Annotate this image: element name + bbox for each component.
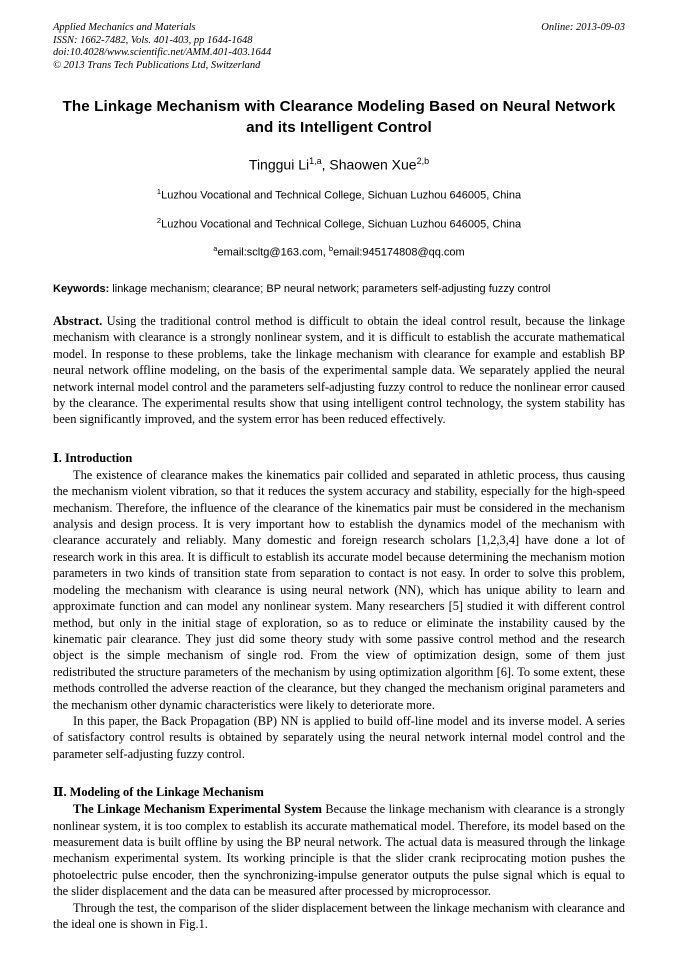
doi-line: doi:10.4028/www.scientific.net/AMM.401-403.1644 [53,47,272,59]
affiliation-1-text: Luzhou Vocational and Technical College, Sichuan Luzhou 646005, China [161,189,522,202]
section-heading-introduction [53,450,625,466]
section-1-paragraph-2: In this paper, the Back Propagation (BP) NN is applied to build off-line model and its inverse model. A series of satisfactory control results is obtained by separately using the neural network internal model control and the parameter self-adjusting fuzzy control. [53,713,625,761]
author-1-affil-marker: 1,a [309,156,322,167]
online-date: Online: 2013-09-03 [541,22,625,33]
author-1-name: Tinggui Li [248,157,310,174]
journal-name: Applied Mechanics and Materials [53,22,196,33]
abstract-text: Using the traditional control method is difficult to obtain the ideal control result, because the linkage mechanism with clearance is a strongly nonlinear system, and it is difficult to establish the accurate mathematical model. In response to these problems, take the linkage mechanism with clearance for example and establish BP neural network offline modeling, on the basis of the experimental sample data. We separately applied the neural network internal model control and the parameters self-adjusting fuzzy control to reduce the nonlinear error caused by the clearance. The experimental results show that using intelligent control technology, the system stability has been significantly improved, and the system error has been reduced effectively. [53,314,625,427]
section-2-paragraph-1: Through the test, the comparison of the slider displacement between the linkage mechanism with clearance and the ideal one is shown in Fig.1. [53,900,625,931]
abstract-label: Abstract. [53,314,103,328]
author-2-affil-marker: 2,b [416,156,430,167]
author-emails [53,242,625,260]
masthead [53,22,625,72]
section-1-numeral: Ⅰ [53,450,59,465]
page-title: The Linkage Mechanism with Clearance Modeling Based on Neural Network and its Intelligent Control [62,98,616,137]
email-b-marker: b [328,244,334,254]
author-separator: , [321,157,330,174]
affiliation-2 [53,214,625,232]
email-a-marker: a [213,244,218,254]
author-2-name: Shaowen Xue [329,157,417,174]
abstract-block [53,313,625,428]
keywords-text: linkage mechanism; clearance; BP neural network; parameters self-adjusting fuzzy control [109,283,551,295]
section-1-paragraph-1: The existence of clearance makes the kinematics pair collided and separated in athletic process, thus causing the mechanism violent vibration, so that it reduces the system accuracy and stability, especially for the high-speed mechanism. Therefore, the influence of the clearance of the kinematics pair must be considered in the mechanism analysis and design process. It is very important how to establish the dynamics model of the mechanism with clearance accurately and reliably. Many domestic and foreign research scholars [1,2,3,4] have done a lot of research work in this area. It is difficult to establish its accurate model because determining the mechanism motion parameters in two kinds of transition state from separation to contact is not easy. In order to solve this problem, modeling the mechanism with clearance is using neural network (NN), which has unique ability to learn and approximate function and can model any nonlinear system. Many researchers [5] studied it with different control method, but only in the initial stage of exploration, so as to reduce or eliminate the instability caused by the kinematic pair clearance. They just did some theory study with some passive control method and the research object is the simple mechanism of single rod. From the view of optimization design, some of them just redistributed the structure parameters of the mechanism by using optimization algorithm [6]. To some extent, these methods controlled the adverse reaction of the clearance, but they changed the mechanism original parameters and the mechanism other dynamic characteristics were likely to deteriorate more. [53,467,625,712]
keywords-label: Keywords: [53,283,110,295]
author-list [53,152,625,174]
affiliation-1 [53,185,625,203]
subsection-body-text: Because the linkage mechanism with clearance is a strongly nonlinear system, it is too complex to establish its accurate mathematical model. Therefore, its model based on the measurement data is built offline by using the BP neural network. The actual data is measured through the linkage mechanism experimental system. Its working principle is that the slider crank reciprocating motion pushes the photoelectric pulse encoder, then the synchronizing-impulse generator outputs the pulse signal which is equal to the slider displacement and the data can be measured after processed by microprocessor. [53,802,625,899]
section-heading-modeling [53,784,625,800]
section-2-subsection-paragraph [53,801,625,899]
affiliation-2-marker: 2 [156,215,162,225]
affiliation-1-marker: 1 [156,187,162,197]
affiliation-2-text: Luzhou Vocational and Technical College, Sichuan Luzhou 646005, China [161,218,522,231]
email-a: email:scltg@163.com, [217,247,329,259]
subsection-lead-label: The Linkage Mechanism Experimental System [73,802,322,817]
section-2-heading-text: . Modeling of the Linkage Mechanism [63,785,264,800]
issn-line: ISSN: 1662-7482, Vols. 401-403, pp 1644-1648 [53,34,253,46]
section-1-heading-text: . Introduction [58,450,133,465]
keywords-block [53,282,625,297]
masthead-left [53,22,271,72]
email-b: email:945174808@qq.com [333,247,465,259]
section-2-numeral: Ⅱ [53,785,64,800]
copyright-line: © 2013 Trans Tech Publications Ltd, Switzerland [53,59,261,71]
